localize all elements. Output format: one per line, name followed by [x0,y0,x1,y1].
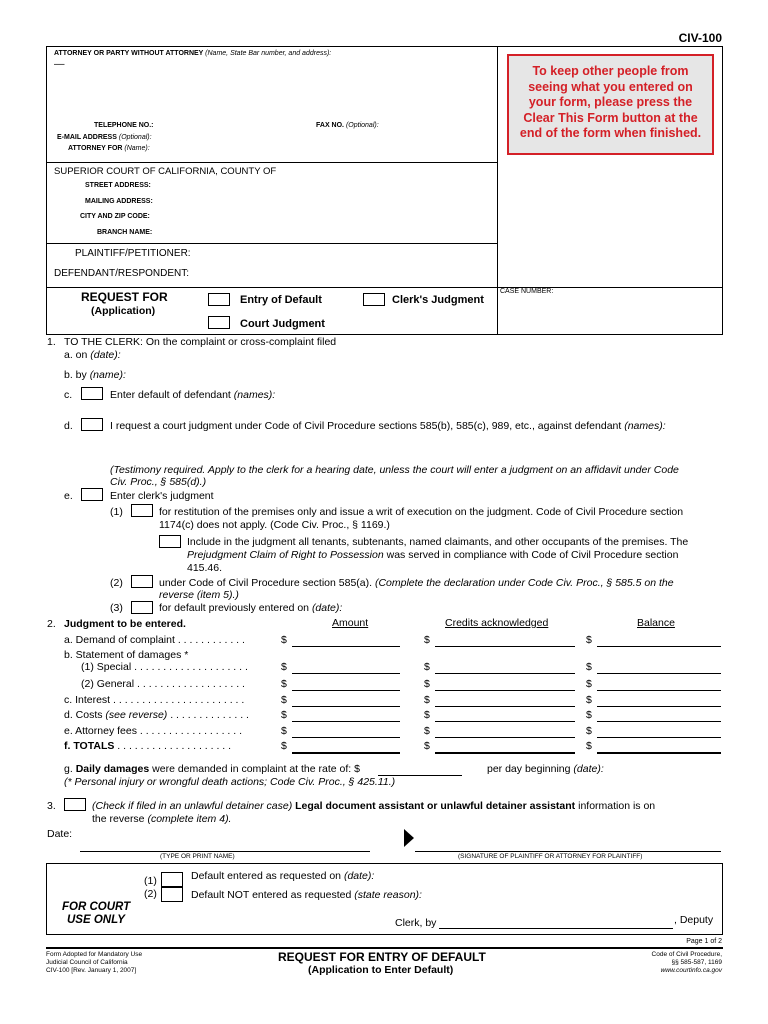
item1e2-line2: reverse (item 5).) [159,589,239,601]
court-opt1-label: Default entered as requested on (date): [191,870,375,882]
dollar-sign: $ [586,725,592,737]
amount-field[interactable] [597,752,721,754]
dash: — [54,58,65,70]
fax-label: FAX NO. (Optional): [316,122,379,129]
type-print-label: (TYPE OR PRINT NAME) [160,853,235,860]
item2-number: 2. [47,618,56,630]
item2g-label: g. Daily damages were demanded in complaint at the rate of: $ [64,763,360,775]
item1-heading: TO THE CLERK: On the complaint or cross-complaint filed [64,336,337,348]
item1b-label: b. by (name): [64,369,126,381]
dollar-sign: $ [281,740,287,752]
item1e2-label: under Code of Civil Procedure section 585(a). (Complete the declaration under Code Civ. Proc., § 585.5 on the [159,577,674,589]
amount-field[interactable] [435,737,575,738]
include-line1: Include in the judgment all tenants, subtenants, named claimants, and other occupants of the premises. The [187,536,689,548]
signature-label: (SIGNATURE OF PLAINTIFF OR ATTORNEY FOR PLAINTIFF) [458,853,643,860]
dollar-sign: $ [424,725,430,737]
defendant-label: DEFENDANT/RESPONDENT: [54,268,190,279]
item3-number: 3. [47,800,56,812]
dollar-sign: $ [586,634,592,646]
item3-checkbox[interactable] [64,798,86,811]
item1e-label: Enter clerk's judgment [110,490,214,502]
dollar-sign: $ [586,709,592,721]
dollar-sign: $ [424,678,430,690]
dollar-sign: $ [424,709,430,721]
clerk-label: Clerk, by [395,917,437,929]
dollar-sign: $ [424,694,430,706]
city-label: CITY AND ZIP CODE: [80,213,150,220]
entry-default-checkbox[interactable] [208,293,230,306]
amount-field[interactable] [597,721,721,722]
street-label: STREET ADDRESS: [85,182,151,189]
plaintiff-label: PLAINTIFF/PETITIONER: [75,248,191,259]
footer-right: Code of Civil Procedure, §§ 585-587, 1169 www.courtinfo.ca.gov [651,951,722,974]
amount-field[interactable] [435,646,575,647]
dollar-sign: $ [424,740,430,752]
item1e1-number: (1) [110,506,123,518]
item1a-label: a. on (date): [64,349,121,361]
amount-field[interactable] [597,706,721,707]
email-label: E-MAIL ADDRESS (Optional): [57,134,152,141]
attorney-for-label: ATTORNEY FOR (Name): [68,145,150,152]
court-judgment-label: Court Judgment [240,318,325,330]
court-opt2-number: (2) [144,888,157,900]
item1e1-line2: 1174(c) does not apply. (Code Civ. Proc., § 1169.) [159,519,390,531]
dollar-sign: $ [281,678,287,690]
row-b2-label: (2) General . . . . . . . . . . . . . . . . . . . [81,678,245,690]
row-e-label: e. Attorney fees . . . . . . . . . . . . . . . . . . [64,725,242,737]
page-number: Page 1 of 2 [686,938,722,945]
item3-line1: (Check if filed in an unlawful detainer case) Legal document assistant or unlawful detainer assistant information is on [92,800,656,812]
entry-default-label: Entry of Default [240,294,322,306]
col-balance: Balance [637,617,675,629]
court-opt2-checkbox[interactable] [161,887,183,902]
footer-left: Form Adopted for Mandatory Use Judicial Council of California CIV-100 [Rev. January 1, 2007] [46,951,143,974]
item2-heading: Judgment to be entered. [64,618,186,630]
dollar-sign: $ [281,694,287,706]
item1e2-number: (2) [110,577,123,589]
footer-subtitle: (Application to Enter Default) [308,964,454,976]
row-c-label: c. Interest . . . . . . . . . . . . . . . . . . . . . . . [64,694,245,706]
amount-field[interactable] [597,737,721,738]
dollar-sign: $ [281,661,287,673]
item1e2-checkbox[interactable] [131,575,153,588]
court-opt1-checkbox[interactable] [161,872,183,887]
item1e3-number: (3) [110,602,123,614]
court-opt1-number: (1) [144,875,157,887]
item1-number: 1. [47,336,56,348]
court-opt2-label: Default NOT entered as requested (state reason): [191,889,422,901]
col-credits: Credits acknowledged [445,617,549,629]
item1e-checkbox[interactable] [81,488,103,501]
item1e3-label: for default previously entered on (date): [159,602,343,614]
item2g-note: (* Personal injury or wrongful death actions; Code Civ. Proc., § 425.11.) [64,776,396,788]
dollar-sign: $ [586,678,592,690]
row-a-label: a. Demand of complaint . . . . . . . . . . . . [64,634,245,646]
dollar-sign: $ [424,634,430,646]
include-occupants-checkbox[interactable] [159,535,181,548]
item1e-letter: e. [64,490,73,502]
dollar-sign: $ [424,661,430,673]
item2g-perday: per day beginning (date): [487,763,604,775]
dollar-sign: $ [586,740,592,752]
amount-field[interactable] [292,673,400,674]
request-subtitle: (Application) [91,305,156,317]
mailing-label: MAILING ADDRESS: [85,198,153,205]
date-label: Date: [47,828,73,840]
item1e1-checkbox[interactable] [131,504,153,517]
deputy-label: , Deputy [674,914,714,926]
row-b1-label: (1) Special . . . . . . . . . . . . . . . . . . . . [81,661,248,673]
clear-form-notice: To keep other people from seeing what you entered on your form, please press the Clear This Form button at the end of the form when finished. [507,54,714,155]
amount-field[interactable] [435,673,575,674]
court-judgment-checkbox[interactable] [208,316,230,329]
item3-line2: the reverse (complete item 4). [92,813,232,825]
include-line3: 415.46. [187,562,223,574]
dollar-sign: $ [586,661,592,673]
item1d-label: I request a court judgment under Code of Civil Procedure sections 585(b), 585(c), 989, etc., against defendant (names): [110,420,666,432]
form-number: CIV-100 [678,31,722,45]
amount-field[interactable] [597,646,721,647]
amount-field[interactable] [435,690,575,691]
telephone-label: TELEPHONE NO.: [94,122,154,129]
row-f-label: f. TOTALS . . . . . . . . . . . . . . . . . . . . [64,740,232,752]
case-number-label: CASE NUMBER: [500,288,554,295]
court-label: SUPERIOR COURT OF CALIFORNIA, COUNTY OF [54,166,277,177]
row-b-label: b. Statement of damages * [64,649,189,661]
amount-field[interactable] [292,690,400,691]
testimony-note-2: Civ. Proc., § 585(d).) [110,476,207,488]
dollar-sign: $ [281,725,287,737]
row-d-label: d. Costs (see reverse) . . . . . . . . . . . . . . [64,709,249,721]
request-title: REQUEST FOR [81,290,168,304]
amount-field[interactable] [435,706,575,707]
amount-field[interactable] [292,646,400,647]
amount-field[interactable] [435,752,575,754]
item1c-letter: c. [64,389,73,401]
include-line2: Prejudgment Claim of Right to Possession was served in compliance with Code of Civil Procedure section [187,549,679,561]
testimony-note-1: (Testimony required. Apply to the clerk for a hearing date, unless the court will enter a judgment on an affidavit under Code [110,464,679,476]
dollar-sign: $ [281,709,287,721]
item1c-checkbox[interactable] [81,387,103,400]
branch-label: BRANCH NAME: [97,229,153,236]
amount-field[interactable] [292,721,400,722]
col-amount: Amount [332,617,369,629]
item1c-label: Enter default of defendant (names): [110,389,276,401]
dollar-sign: $ [586,694,592,706]
amount-field[interactable] [435,721,575,722]
item1e3-checkbox[interactable] [131,601,153,614]
court-use-label-1: FOR COURT [62,901,131,913]
amount-field[interactable] [597,690,721,691]
item1d-letter: d. [64,420,73,432]
amount-field[interactable] [292,752,400,754]
court-use-label-2: USE ONLY [67,914,125,926]
amount-field[interactable] [597,673,721,674]
item1d-checkbox[interactable] [81,418,103,431]
dollar-sign: $ [281,634,287,646]
amount-field[interactable] [292,737,400,738]
attorney-label: ATTORNEY OR PARTY WITHOUT ATTORNEY (Name, State Bar number, and address): [54,50,332,57]
clerks-judgment-label: Clerk's Judgment [392,294,484,306]
amount-field[interactable] [292,706,400,707]
signature-arrow-icon [404,829,414,847]
footer-title: REQUEST FOR ENTRY OF DEFAULT [278,950,486,964]
clerks-judgment-checkbox[interactable] [363,293,385,306]
item1e1-line1: for restitution of the premises only and issue a writ of execution on the judgment. Code of Civil Procedure section [159,506,684,518]
